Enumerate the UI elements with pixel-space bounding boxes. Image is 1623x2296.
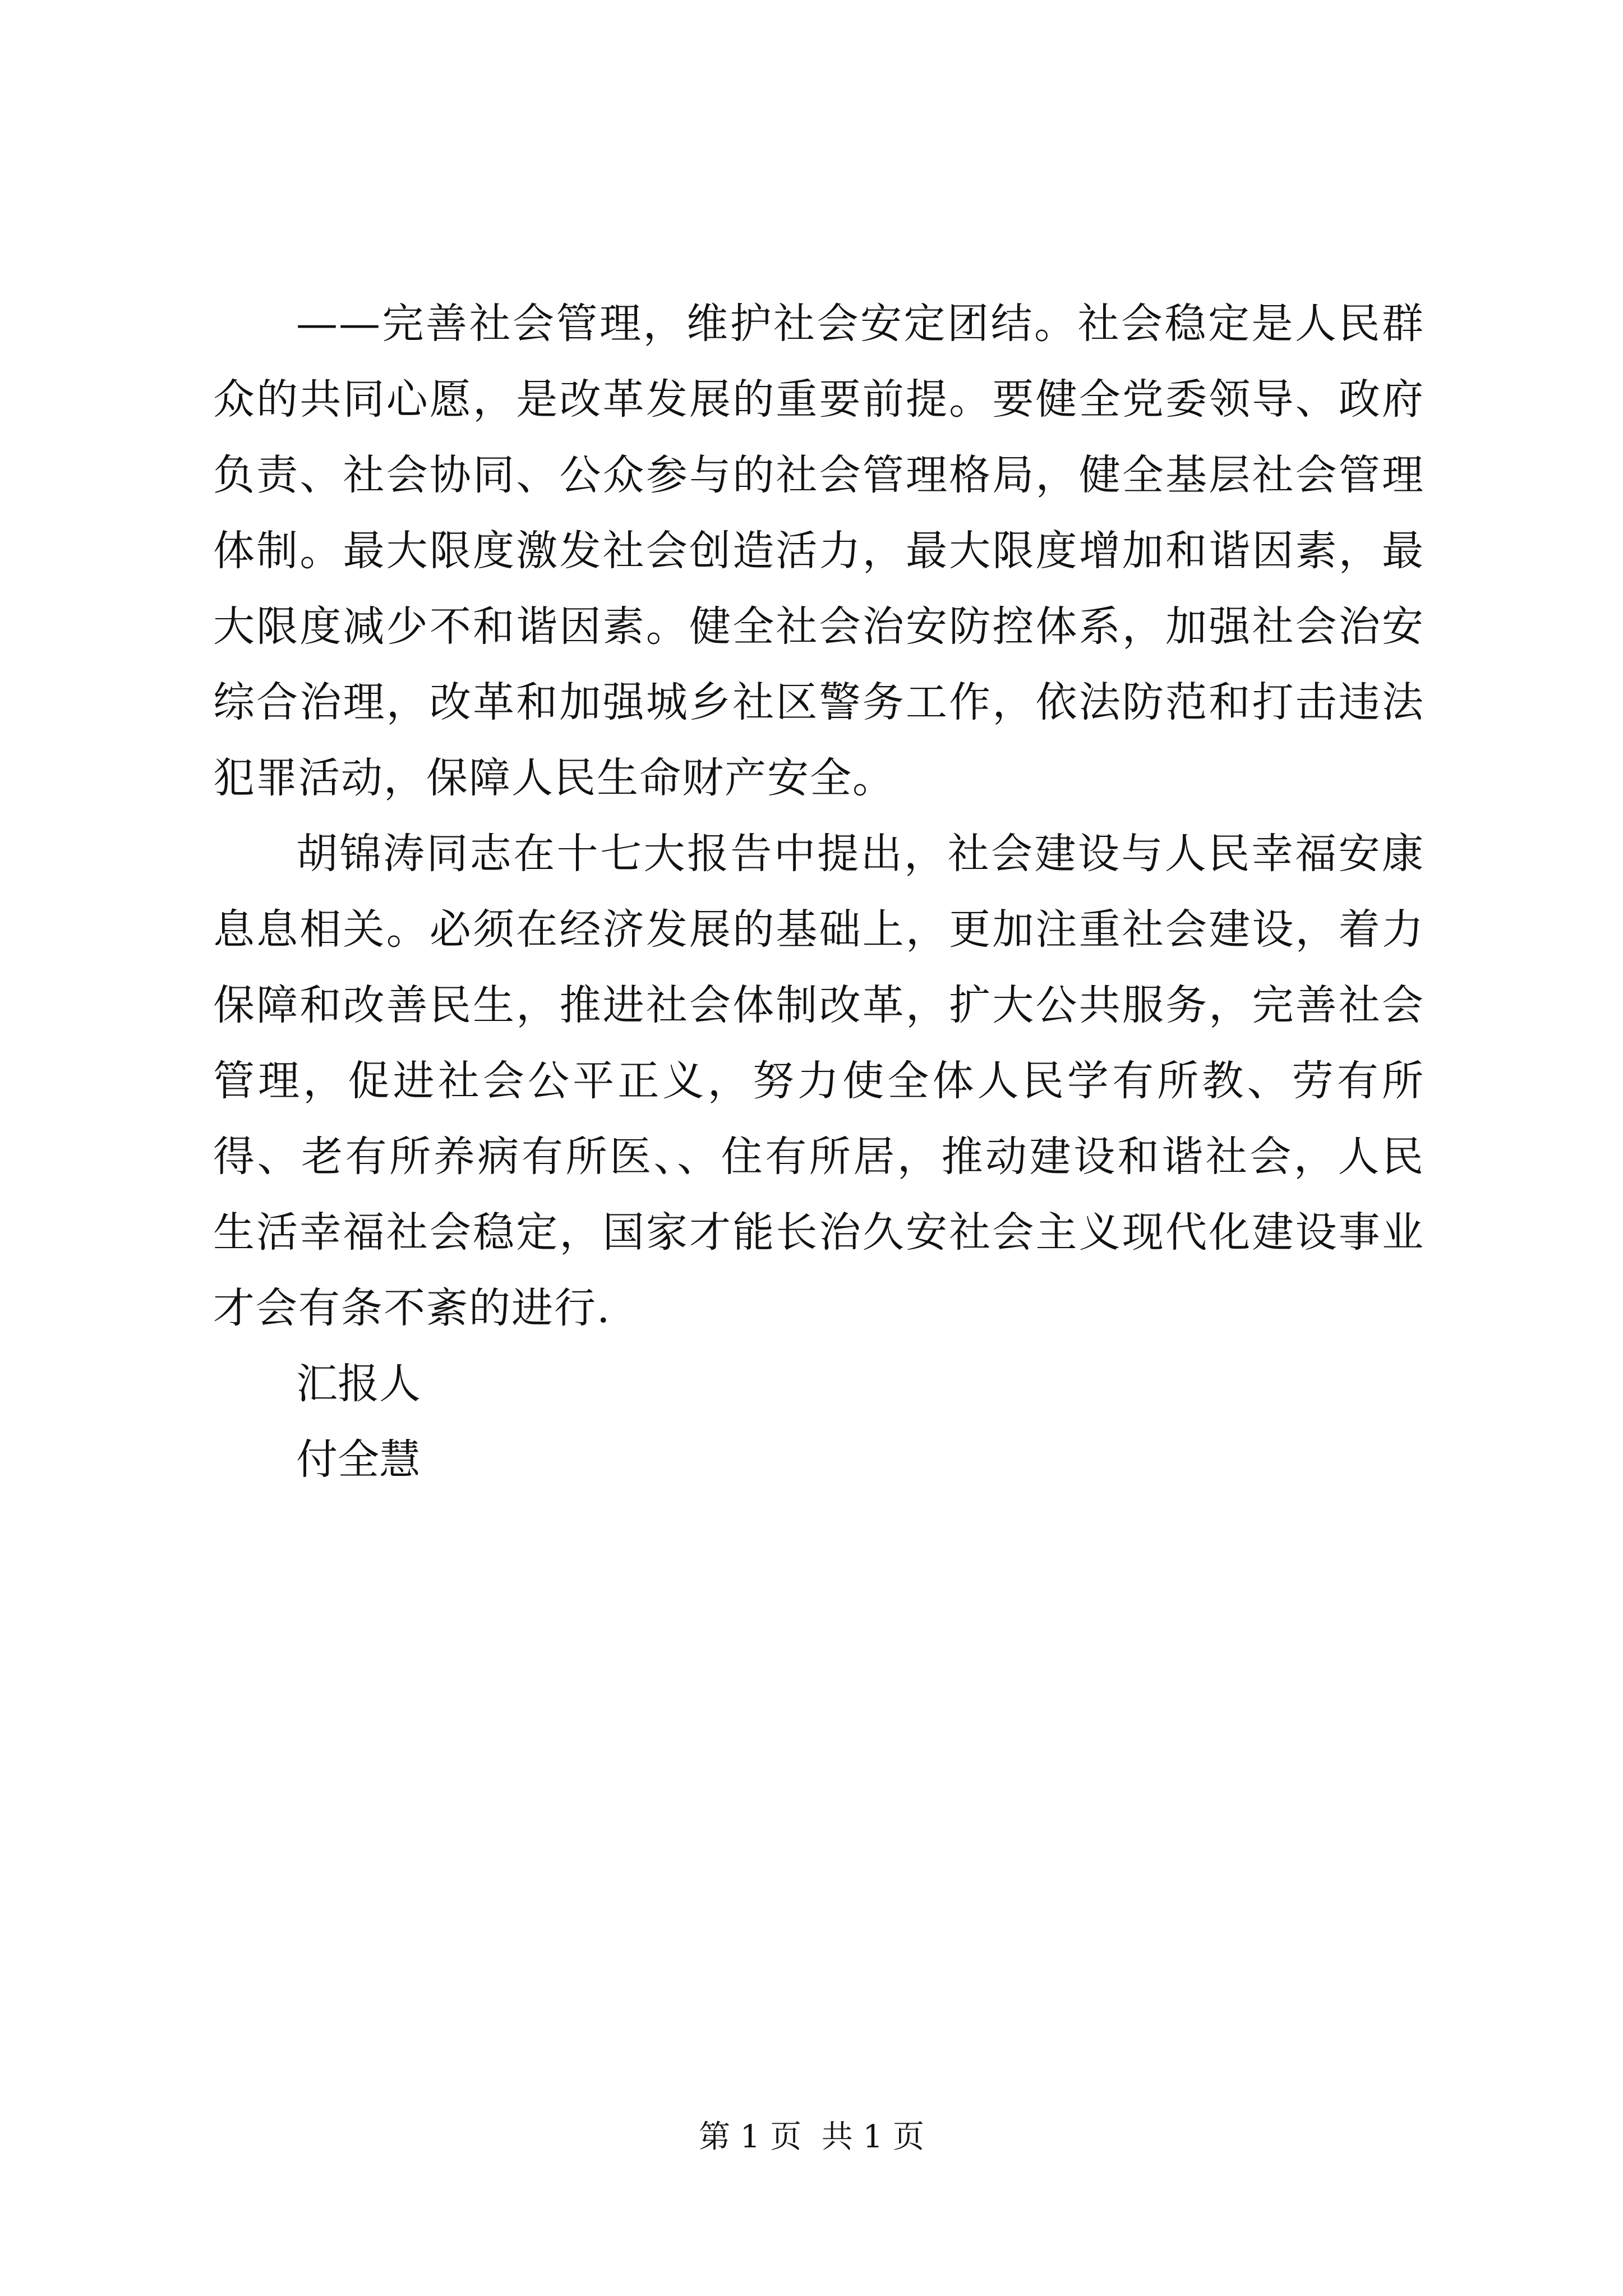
paragraph-seventeenth-congress: 胡锦涛同志在十七大报告中提出，社会建设与人民幸福安康息息相关。必须在经济发展的基础上，更加注重社会建设，着力保障和改善民生，推进社会体制改革，扩大公共服务，完善社会管理，促进社会公平正义，努力使全体人民学有所教、劳有所得、老有所养病有所医、、住有所居，推动建设和谐社会，人民生活幸福社会稳定，国家才能长治久安社会主义现代化建设事业才会有条不紊的进行.: [213, 830, 1424, 1332]
page-number-footer: 第 1 页 共 1 页: [698, 2119, 925, 2155]
signature-label: 汇报人: [296, 1360, 421, 1408]
document-body: [213, 286, 1424, 1498]
signature-name: 付全慧: [296, 1435, 421, 1484]
paragraph-social-management: ——完善社会管理，维护社会安定团结。社会稳定是人民群众的共同心愿，是改革发展的重要前提。要健全党委领导、政府负责、社会协同、公众参与的社会管理格局，健全基层社会管理体制。最大限度激发社会创造活力，最大限度增加和谐因素，最大限度减少不和谐因素。健全社会治安防控体系，加强社会治安综合治理，改革和加强城乡社区警务工作，依法防范和打击违法犯罪活动，保障人民生命财产安全。: [213, 300, 1424, 802]
